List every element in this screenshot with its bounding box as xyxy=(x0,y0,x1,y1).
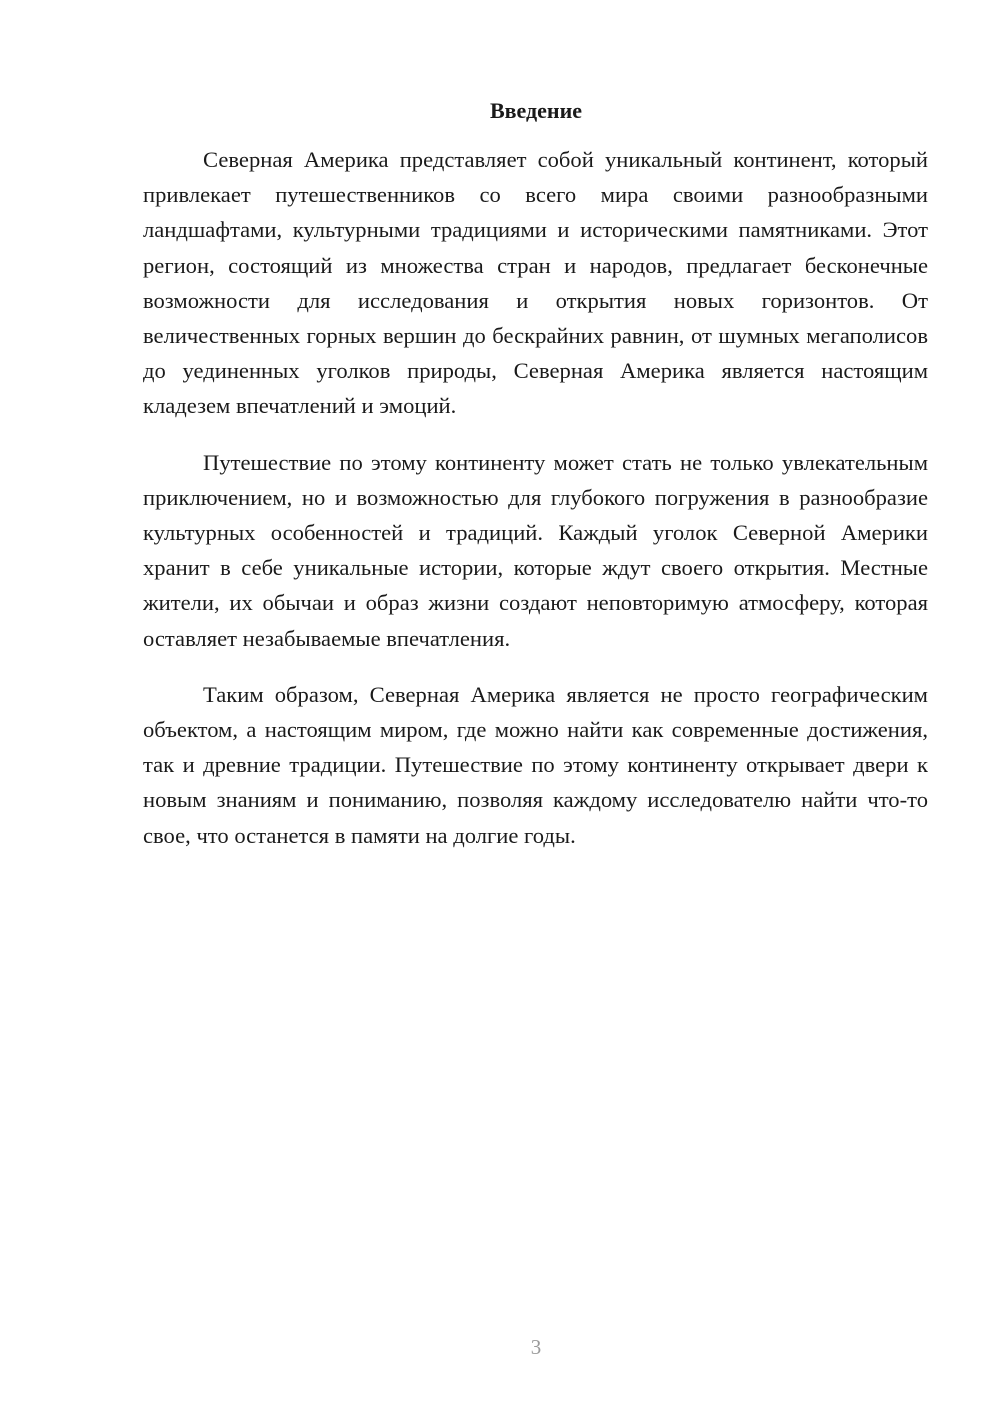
page-number: 3 xyxy=(530,1335,542,1359)
body-text xyxy=(143,142,928,874)
paragraph-2: Путешествие по этому континенту может стать не только увлекательным приключением, но и возможностью для глубокого погружения в разнообразие культурных особенностей и традиций. Каждый уголок Северной Америки хранит в себе уникальные истории, которые ждут своего открытия. Местные жители, их обычаи и образ жизни создают неповторимую атмосферу, которая оставляет незабываемые впечатления. xyxy=(143,449,928,651)
paragraph-1: Северная Америка представляет собой уникальный континент, который привлекает путешественников со всего мира своими разнообразными ландшафтами, культурными традициями и историческими памятниками. Этот регион, состоящий из множества стран и народов, предлагает бесконечные возможности для исследования и открытия новых горизонтов. От величественных горных вершин до бескрайних равнин, от шумных мегаполисов до уединенных уголков природы, Северная Америка является настоящим кладезем впечатлений и эмоций. xyxy=(143,147,928,419)
page-title: Введение xyxy=(489,98,583,123)
paragraph-3: Таким образом, Северная Америка является не просто географическим объектом, а настоящим миром, где можно найти как современные достижения, так и древние традиции. Путешествие по этому континенту открывает двери к новым знаниям и пониманию, позволяя каждому исследователю найти что-то свое, что останется в памяти на долгие годы. xyxy=(143,681,928,848)
